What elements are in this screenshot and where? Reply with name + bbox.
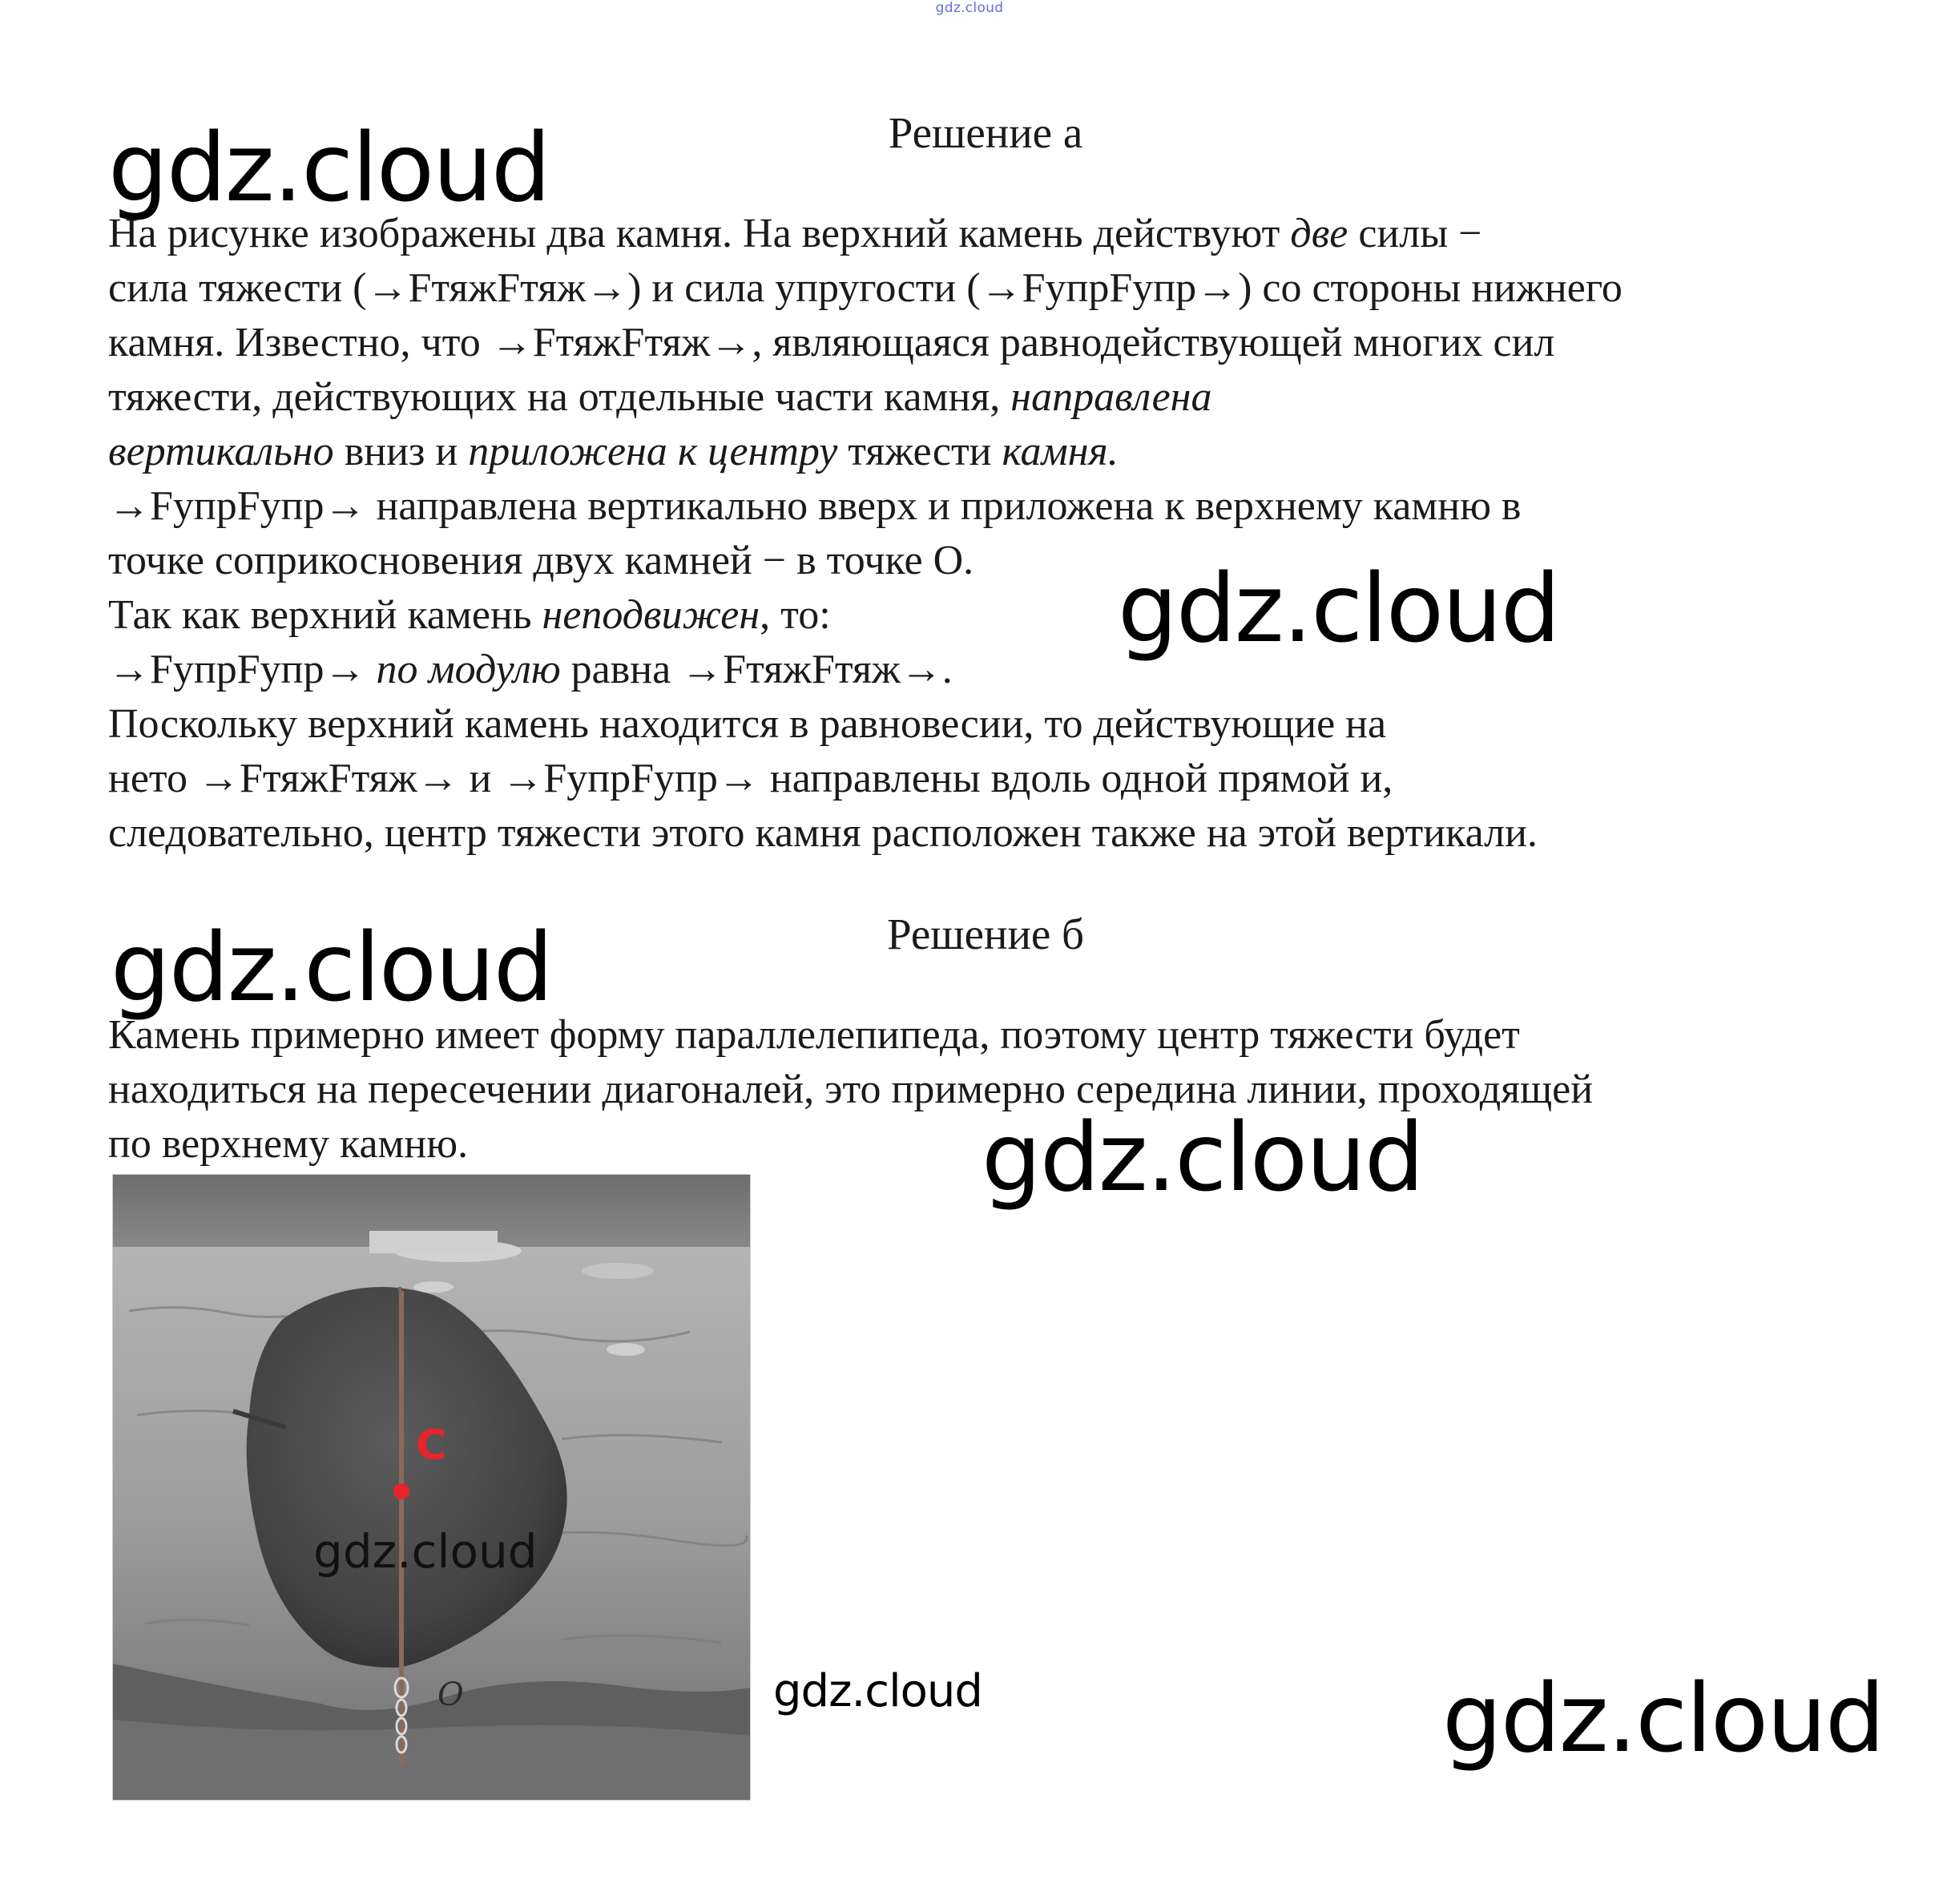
section-a-heading: Решение а — [888, 108, 1083, 157]
site-mark: gdz.cloud — [935, 0, 1004, 16]
watermark: gdz.cloud — [1442, 1663, 1884, 1773]
text-segment: следовательно, центр тяжести этого камня расположен также на этой вертикали. — [108, 810, 1538, 856]
watermark: gdz.cloud — [773, 1665, 982, 1717]
text-segment: , то: — [760, 592, 831, 638]
center-point — [393, 1483, 409, 1499]
italic-segment: вертикально — [108, 429, 334, 474]
italic-segment: приложена к центру — [468, 429, 838, 474]
text-line — [108, 207, 1903, 261]
text-line — [108, 752, 1903, 806]
watermark: gdz.cloud — [108, 112, 550, 223]
rock-photo — [112, 1174, 751, 1801]
italic-segment: две — [1290, 211, 1348, 256]
text-segment: нето →FтяжFтяж→ и →FупрFупр→ направлены вдоль одной прямой и, — [108, 756, 1393, 801]
text-segment: силы − — [1348, 211, 1482, 256]
text-segment: находиться на пересечении диагоналей, это примерно середина линии, проходящей — [108, 1067, 1594, 1112]
text-line — [108, 1008, 1903, 1063]
text-segment: →FупрFупр→ — [108, 647, 377, 692]
text-segment: камня. Известно, что →FтяжFтяж→, являющаяся равнодействующей многих сил — [108, 320, 1555, 365]
italic-segment: камня. — [1002, 429, 1119, 474]
text-line — [108, 261, 1903, 316]
text-segment: сила тяжести (→FтяжFтяж→) и сила упругости (→FупрFупр→) со стороны нижнего — [108, 265, 1623, 311]
text-line — [108, 1117, 1903, 1172]
text-segment: Так как верхний камень — [108, 592, 542, 638]
section-a-text — [108, 207, 1903, 861]
text-line — [108, 697, 1903, 752]
italic-segment: неподвижен — [542, 592, 760, 638]
text-segment: по верхнему камню. — [108, 1121, 469, 1167]
text-segment: →FупрFупр→ направлена вертикально вверх и приложена к верхнему камню в — [108, 483, 1522, 529]
text-segment: точке соприкосновения двух камней − в точке O. — [108, 538, 974, 583]
text-line — [108, 588, 1903, 643]
text-segment: тяжести, действующих на отдельные части камня, — [108, 374, 1011, 420]
photo-watermark: gdz.cloud — [313, 1524, 538, 1579]
section-b-heading: Решение б — [886, 910, 1085, 958]
text-segment: Поскольку верхний камень находится в равновесии, то действующие на — [108, 701, 1387, 747]
text-segment: вниз и — [333, 429, 469, 474]
center-label: C — [416, 1422, 447, 1470]
text-line — [108, 479, 1903, 534]
text-line — [108, 534, 1903, 588]
text-line — [108, 1063, 1903, 1117]
italic-segment: по модулю — [376, 647, 561, 692]
text-line — [108, 316, 1903, 370]
contact-label: O — [437, 1676, 464, 1713]
watermark: gdz.cloud — [982, 1102, 1423, 1212]
text-line — [108, 370, 1903, 425]
text-segment: На рисунке изображены два камня. На верхний камень действуют — [108, 211, 1291, 256]
text-line — [108, 806, 1903, 861]
text-line — [108, 643, 1903, 697]
watermark: gdz.cloud — [111, 912, 552, 1023]
text-segment: Камень примерно имеет форму параллелепипеда, поэтому центр тяжести будет — [108, 1012, 1520, 1058]
watermark: gdz.cloud — [1118, 553, 1559, 664]
section-b-text — [108, 1008, 1903, 1172]
text-segment: равна →FтяжFтяж→. — [560, 647, 953, 692]
italic-segment: направлена — [1010, 374, 1212, 420]
text-line — [108, 425, 1903, 479]
text-segment: тяжести — [837, 429, 1002, 474]
